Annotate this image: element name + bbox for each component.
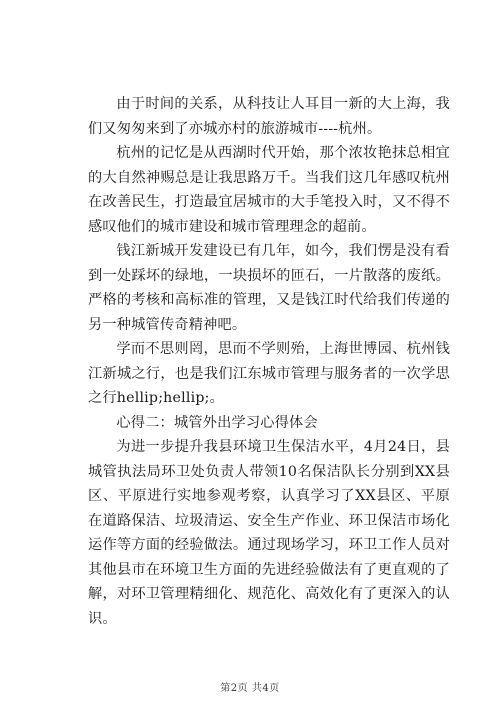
- paragraph-west-lake-memory: 杭州的记忆是从西湖时代开始，那个浓妆艳抹总相宜的大自然神赐总是让我思路万千。当我们这几年感叹杭州在改善民生，打造最宜居城市的大手笔投入时，又不得不感叹他们的城市建设和城市管理理念的超前。: [88, 145, 450, 235]
- document-body: [88, 92, 450, 631]
- section-heading: 心得二：城管外出学习心得体会: [116, 414, 318, 431]
- paragraph-learning-reflection: 学而不思则罔，思而不学则殆，上海世博园、杭州钱江新城之行，也是我们江东城市管理与服务者的一次学思之行hellip;hellip;。: [88, 341, 450, 406]
- paragraph-shanghai-to-hangzhou: 由于时间的关系，从科技让人耳目一新的大上海，我们又匆匆来到了亦城亦村的旅游城市----杭州。: [88, 96, 450, 137]
- paragraph-qianjiang-new-city: 钱江新城开发建设已有几年，如今，我们愣是没有看到一处踩坏的绿地，一块损坏的匝石，一片散落的废纸。严格的考核和高标准的管理，又是钱江时代给我们传递的另一种城管传奇精神吧。: [88, 243, 450, 333]
- page-number-footer: 第2页 共4页: [220, 683, 280, 694]
- paragraph-sanitation-study: 为进一步提升我县环境卫生保洁水平，4月24日，县城管执法局环卫处负责人带领10名保洁队长分别到XX县区、平原进行实地参观考察，认真学习了XX县区、平原在道路保洁、垃圾清运、安全生产作业、环卫保洁市场化运作等方面的经验做法。通过现场学习，环卫工作人员对其他县市在环境卫生方面的先进经验做法有了更直观的了解，对环卫管理精细化、规范化、高效化有了更深入的认识。: [88, 439, 450, 627]
